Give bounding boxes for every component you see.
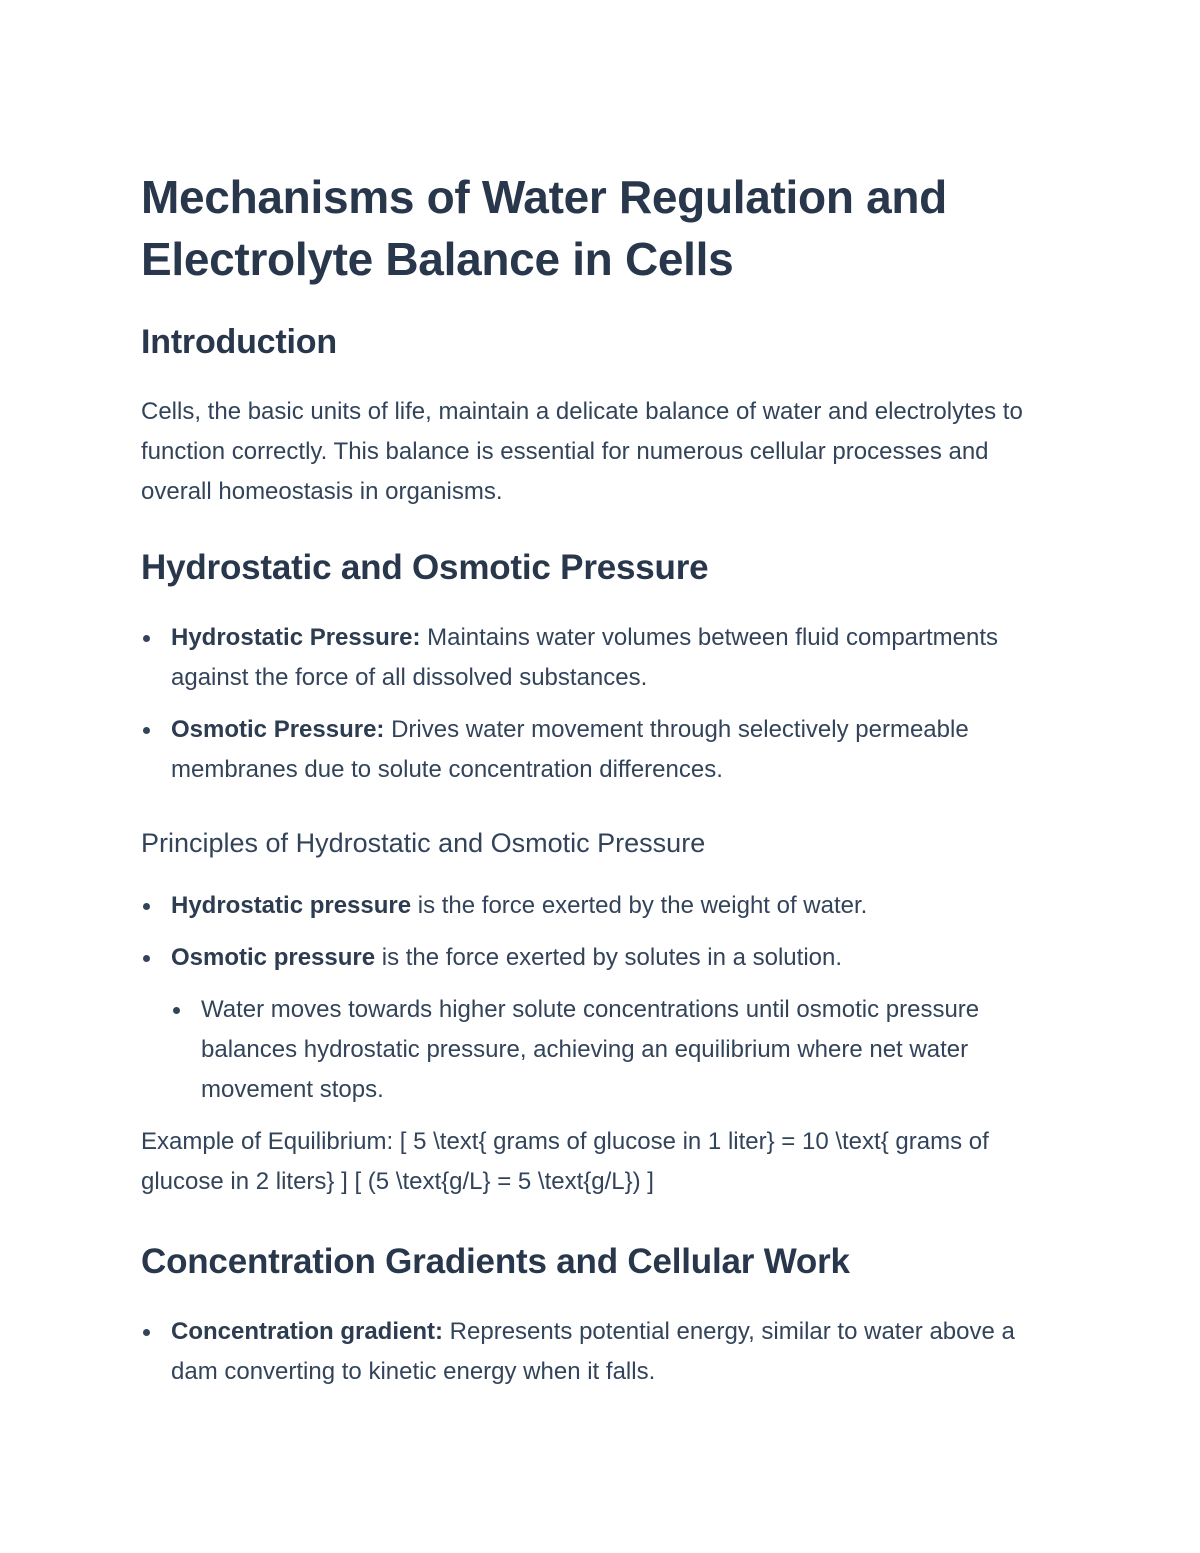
document-title	[141, 166, 1051, 290]
intro-paragraph: Cells, the basic units of life, maintain a delicate balance of water and electrolytes to function correctly. This balance is essential for numerous cellular processes and overall homeostasis in organisms.	[141, 398, 1023, 505]
equilibrium-example: Example of Equilibrium: [ 5 \text{ grams of glucose in 1 liter} = 10 \text{ grams of glucose in 2 liters} ] [ (5 \text{g/L} = 5 \text{g/L}) ]	[141, 1128, 989, 1195]
list-item	[141, 1312, 1051, 1392]
list-item-text: Represents potential energy, similar to water above a dam converting to kinetic energy when it falls.	[171, 1318, 1015, 1385]
heading-hydrostatic-osmotic: Hydrostatic and Osmotic Pressure	[141, 548, 709, 587]
list-item-term: Hydrostatic pressure	[171, 892, 412, 919]
sub-list-item: Water moves towards higher solute concentrations until osmotic pressure balances hydrostatic pressure, achieving an equilibrium where net water movement stops.	[171, 990, 1051, 1110]
list-item-text: Maintains water volumes between fluid compartments against the force of all dissolved substances.	[171, 624, 999, 691]
list-item	[141, 710, 1051, 790]
heading-introduction: Introduction	[141, 323, 337, 361]
document-body	[141, 166, 1051, 1392]
gradients-list	[141, 1312, 1051, 1392]
list-item	[141, 886, 1051, 926]
list-item	[141, 618, 1051, 698]
principles-list	[141, 886, 1051, 1110]
list-item-term: Osmotic pressure	[171, 944, 376, 971]
heading-concentration-gradients: Concentration Gradients and Cellular Work	[141, 1242, 850, 1281]
list-item-term: Hydrostatic Pressure:	[171, 624, 421, 651]
pressure-list	[141, 618, 1051, 790]
heading-principles: Principles of Hydrostatic and Osmotic Pressure	[141, 828, 706, 858]
list-item-text: is the force exerted by the weight of water.	[411, 892, 868, 919]
list-item	[141, 938, 1051, 1110]
list-item-text: Drives water movement through selectively permeable membranes due to solute concentration differences.	[171, 716, 969, 783]
list-item-term: Concentration gradient:	[171, 1318, 444, 1345]
list-item-text: is the force exerted by solutes in a solution.	[375, 944, 843, 971]
principles-sublist	[171, 990, 1051, 1110]
title-line-1: Mechanisms of Water Regulation and	[141, 171, 947, 223]
list-item-term: Osmotic Pressure:	[171, 716, 385, 743]
title-line-2: Electrolyte Balance in Cells	[141, 233, 734, 285]
